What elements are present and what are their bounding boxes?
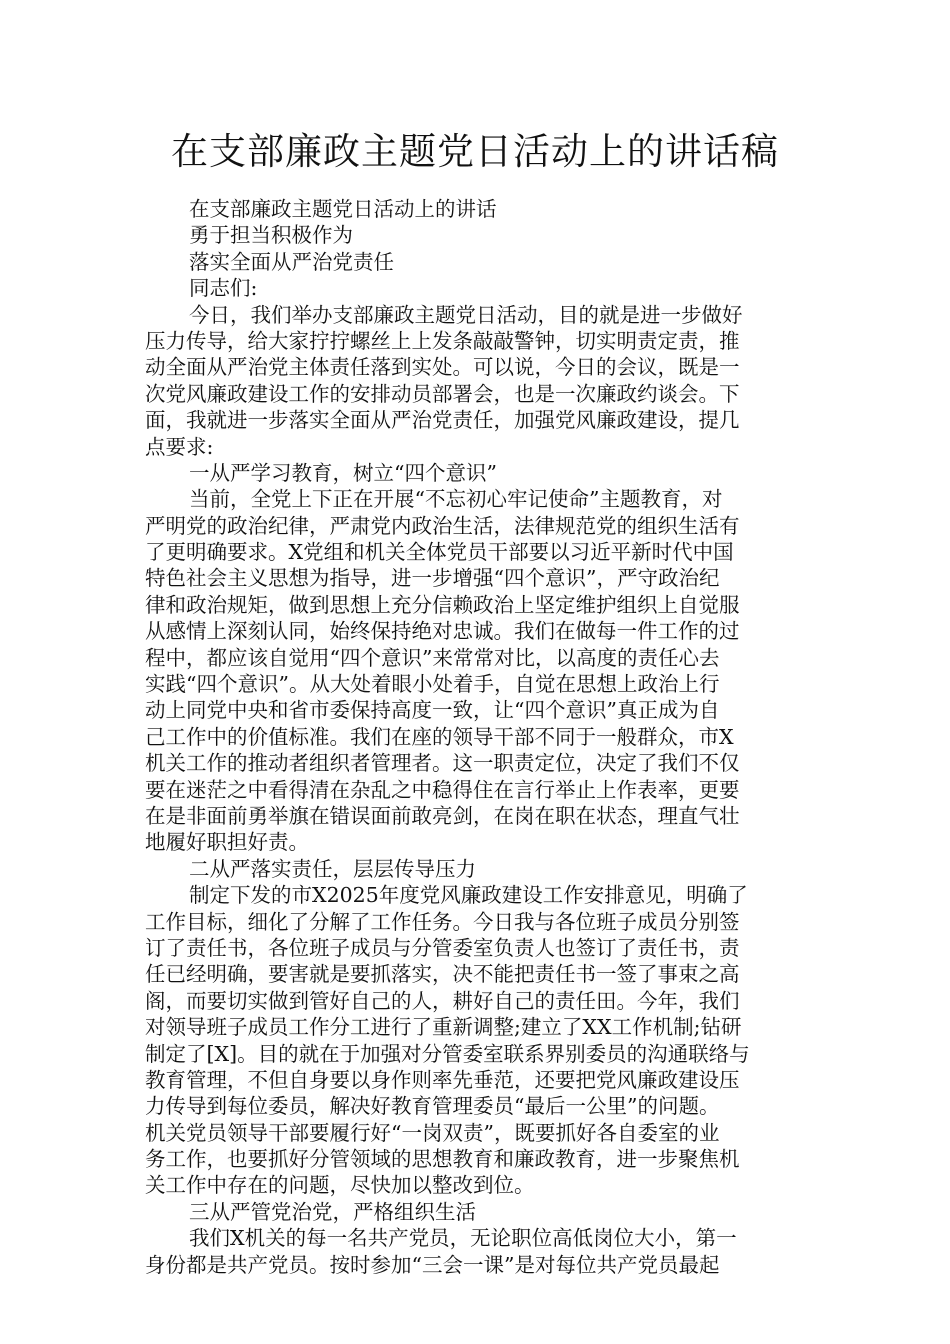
text-line: 当前，全党上下正在开展“不忘初心牢记使命”主题教育，对 [189,487,723,512]
text-line: 实践“四个意识”。从大处着眼小处着手，自觉在思想上政治上行 [145,672,720,697]
text-line: 要在迷茫之中看得清在杂乱之中稳得住在言行举止上作表率，更要 [145,777,740,802]
text-line: 制定了[X]。目的就在于加强对分管委室联系界别委员的沟通联络与 [145,1041,750,1066]
text-line: 我们X机关的每一名共产党员，无论职位高低岗位大小，第一 [189,1226,737,1251]
text-line: 教育管理，不但自身要以身作则率先垂范，还要把党风廉政建设压 [145,1067,740,1092]
text-line: 在支部廉政主题党日活动上的讲话 [189,197,497,221]
text-line: 动上同党中央和省市委保持高度一致，让“四个意识”真正成为自 [145,698,720,723]
text-line: 落实全面从严治党责任 [189,249,394,274]
text-line: 工作目标，细化了分解了工作任务。今日我与各位班子成员分别签 [145,909,740,934]
text-line: 点要求: [145,434,214,459]
text-line: 程中，都应该自觉用“四个意识”来常常对比，以高度的责任心去 [145,645,720,670]
text-line: 订了责任书，各位班子成员与分管委室负责人也签订了责任书，责 [145,935,740,960]
text-line: 面，我就进一步落实全面从严治党责任，加强党风廉政建设，提几 [145,408,740,433]
text-line: 动全面从严治党主体责任落到实处。可以说，今日的会议，既是一 [145,355,740,380]
text-line: 关工作中存在的问题，尽快加以整改到位。 [145,1173,535,1198]
text-line: 从感情上深刻认同，始终保持绝对忠诚。我们在做每一件工作的过 [145,619,740,644]
text-line: 务工作，也要抓好分管领域的思想教育和廉政教育，进一步聚焦机 [145,1147,740,1172]
text-line: 律和政治规矩，做到思想上充分信赖政治上坚定维护组织上自觉服 [145,592,740,617]
text-line: 地履好职担好责。 [145,830,309,855]
text-line: 对领导班子成员工作分工进行了重新调整;建立了XX工作机制;钻研 [145,1015,742,1040]
text-line: 今日，我们举办支部廉政主题党日活动，目的就是进一步做好 [189,302,743,327]
text-line: 次党风廉政建设工作的安排动员部署会，也是一次廉政约谈会。下 [145,381,740,406]
text-line: 身份都是共产党员。按时参加“三会一课”是对每位共产党员最起 [145,1252,720,1277]
text-line: 任已经明确，要害就是要抓落实，决不能把责任书一签了事束之高 [145,962,740,987]
text-line: 了更明确要求。X党组和机关全体党员干部要以习近平新时代中国 [145,540,734,565]
text-line: 己工作中的价值标准。我们在座的领导干部不同于一般群众，市X [145,724,734,749]
section-heading: 二从严落实责任，层层传导压力 [189,856,476,881]
text-line: 特色社会主义思想为指导，进一步增强“四个意识”，严守政治纪 [145,566,720,591]
text-line: 压力传导，给大家拧拧螺丝上上发条敲敲警钟，切实明责定责，推 [145,328,740,353]
page-title: 在支部廉政主题党日活动上的讲话稿 [171,130,779,173]
text-line: 阁，而要切实做到管好自己的人，耕好自己的责任田。今年，我们 [145,988,740,1013]
text-line: 机关工作的推动者组织者管理者。这一职责定位，决定了我们不仅 [145,751,740,776]
text-line: 在是非面前勇举旗在错误面前敢亮剑，在岗在职在状态，理直气壮 [145,803,740,828]
document-body [145,196,810,1278]
text-line: 同志们: [189,276,258,301]
text-line: 力传导到每位委员，解决好教育管理委员“最后一公里”的问题。 [145,1094,720,1119]
text-line: 勇于担当积极作为 [189,223,353,248]
text-line: 严明党的政治纪律，严肃党内政治生活，法律规范党的组织生活有 [145,513,740,538]
section-heading: 一从严学习教育，树立“四个意识” [189,460,497,485]
text-line: 机关党员领导干部要履行好“一岗双责”，既要抓好各自委室的业 [145,1120,720,1145]
text-line: 制定下发的市X2025年度党风廉政建设工作安排意见，明确了 [189,883,748,908]
section-heading: 三从严管党治党，严格组织生活 [189,1199,476,1224]
